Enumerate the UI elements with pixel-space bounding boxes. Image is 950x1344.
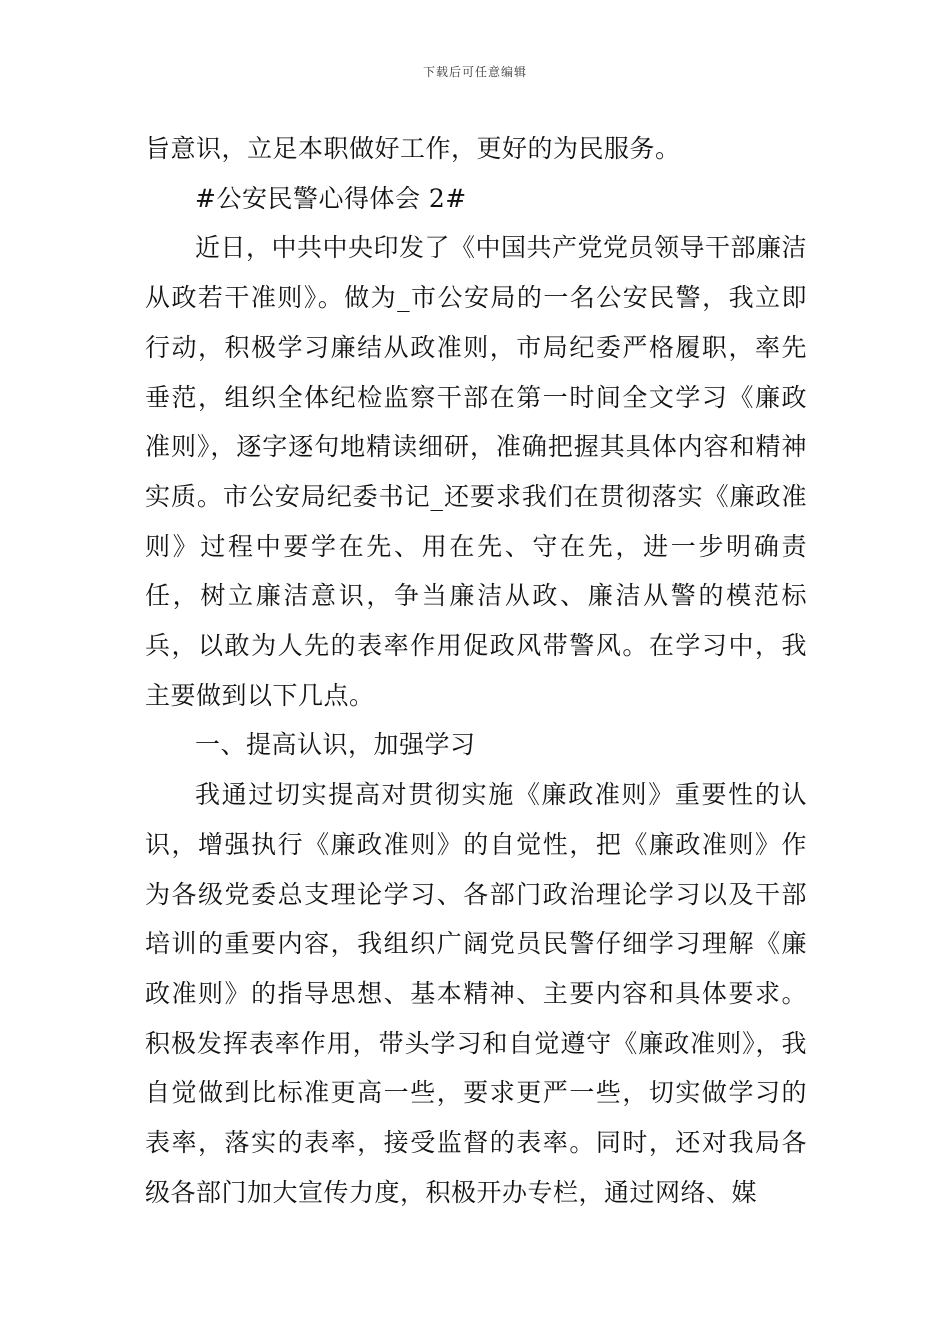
paragraph-body: 我通过切实提高对贯彻实施《廉政准则》重要性的认识，增强执行《廉政准则》的自觉性，把《廉政准则》作为各级党委总支理论学习、各部门政治理论学习以及干部培训的重要内容，我组织广阔党员民警仔细学习理解《廉政准则》的指导思想、基本精神、主要内容和具体要求。积极发挥表率作用，带头学习和自觉遵守《廉政准则》，我自觉做到比标准更高一些，要求更严一些，切实做学习的表率，落实的表率，接受监督的表率。同时，还对我局各级各部门加大宣传力度，积极开办专栏，通过网络、媒 bbox=[145, 780, 807, 1207]
paragraph-continuation: 旨意识，立足本职做好工作，更好的为民服务。 bbox=[145, 134, 681, 163]
document-body bbox=[145, 124, 807, 1217]
section-heading: #公安民警心得体会 2# bbox=[195, 183, 467, 213]
header-note: 下载后可任意编辑 bbox=[422, 65, 527, 79]
subsection-heading: 一、提高认识，加强学习 bbox=[195, 730, 476, 760]
paragraph-intro: 近日，中共中央印发了《中国共产党党员领导干部廉洁从政若干准则》。做为_市公安局的一名公安民警，我立即行动，积极学习廉结从政准则，市局纪委严格履职，率先垂范，组织全体纪检监察干部在第一时间全文学习《廉政准则》，逐字逐句地精读细研，准确把握其具体内容和精神实质。市公安局纪委书记_还要求我们在贯彻落实《廉政准则》过程中要学在先、用在先、守在先，进一步明确责任，树立廉洁意识，争当廉洁从政、廉洁从警的模范标兵，以敢为人先的表率作用促政风带警风。在学习中，我主要做到以下几点。 bbox=[145, 233, 808, 710]
